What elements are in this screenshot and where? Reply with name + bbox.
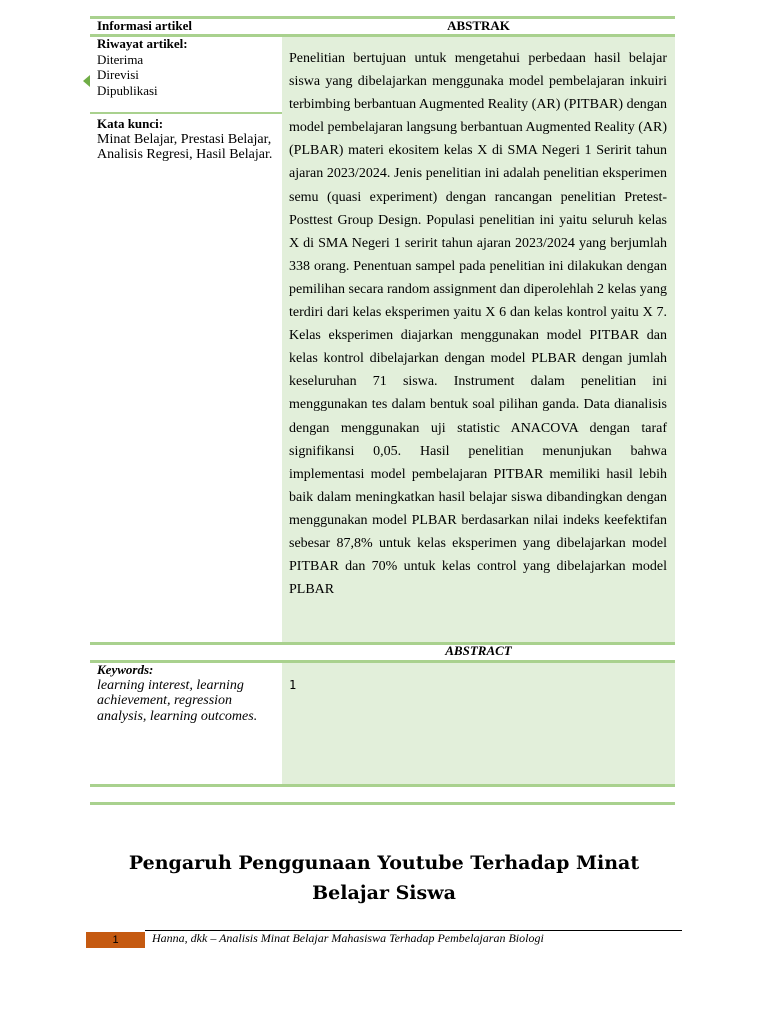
- keywords-en-label: Keywords:: [97, 662, 154, 677]
- keywords-id-label: Kata kunci:: [97, 116, 164, 131]
- article-title: Pengaruh Penggunaan Youtube Terhadap Minat Belajar Siswa: [128, 852, 640, 904]
- page-number: 1: [86, 932, 145, 948]
- running-head: Hanna, dkk – Analisis Minat Belajar Mahasiswa Terhadap Pembelajaran Biologi: [152, 931, 544, 945]
- comment-marker-icon: [83, 75, 90, 87]
- history-label: Riwayat artikel:: [97, 36, 188, 51]
- keywords-en: [97, 662, 279, 724]
- abstrak-heading: ABSTRAK: [447, 18, 510, 33]
- abstract-body: 1: [289, 678, 297, 692]
- keywords-en-text: learning interest, learning achievement, regression analysis, learning outcomes.: [97, 677, 258, 724]
- history-separator: [90, 112, 282, 114]
- history-received: Diterima: [97, 51, 144, 67]
- abstract-panel: [282, 662, 675, 785]
- end-rule: [90, 802, 675, 805]
- article-info-heading: Informasi artikel: [97, 18, 192, 33]
- article-history: [97, 36, 188, 98]
- abstract-bottom-rule: [90, 784, 675, 787]
- keywords-id-text: Minat Belajar, Prestasi Belajar, Analisis Regresi, Hasil Belajar.: [97, 131, 273, 162]
- abstract-heading: ABSTRACT: [445, 643, 512, 658]
- history-published: Dipublikasi: [97, 82, 158, 98]
- abstrak-body: Penelitian bertujuan untuk mengetahui perbedaan hasil belajar siswa yang dibelajarkan menggunaka model pembelajaran inkuiri terbimbing berbantuan Augmented Reality (AR) (PITBAR) dengan model pembelajaran langsung berbantuan Augmented Reality (AR) (PLBAR) materi ekositem kelas X di SMA Negeri 1 Seririt tahun ajaran 2023/2024. Jenis penelitian ini adalah penelitian eksperimen semu (quasi experiment) dengan rancangan penelitian Pretest-Posttest Group Design. Populasi penelitian ini yaitu seluruh kelas X di SMA Negeri 1 seririt tahun ajaran 2023/2024 yang berjumlah 338 orang. Penentuan sampel pada penelitian ini dilakukan dengan pemilihan secara random assignment dan diperolehlah 2 kelas yang terdiri dari kelas eksperimen yaitu X 6 dan kelas kontrol yaitu X 7. Kelas eksperimen diajarkan menggunakan model PITBAR dan kelas kontrol dibelajarkan dengan model PLBAR dengan jumlah keseluruhan 71 siswa. Instrument dalam penelitian ini menggunakan tes dalam bentuk soal pilihan ganda. Data dianalisis dengan menggunakan uji statistic ANACOVA dengan taraf signifikansi 0,05. Hasil penelitian menunjukan bahwa implementasi model pembelajaran PITBAR memiliki hasil lebih baik dalam meningkatkan hasil belajar siswa dibandingkan dengan menggunakan model PLBAR berdasarkan nilai indeks keefektifan sebesar 87,8% untuk kelas eksperimen yang dibelajarkan model PITBAR dan 70% untuk kelas control yang dibelajarkan model PLBAR: [289, 51, 667, 598]
- history-revised: Direvisi: [97, 67, 139, 82]
- keywords-id: [97, 116, 279, 163]
